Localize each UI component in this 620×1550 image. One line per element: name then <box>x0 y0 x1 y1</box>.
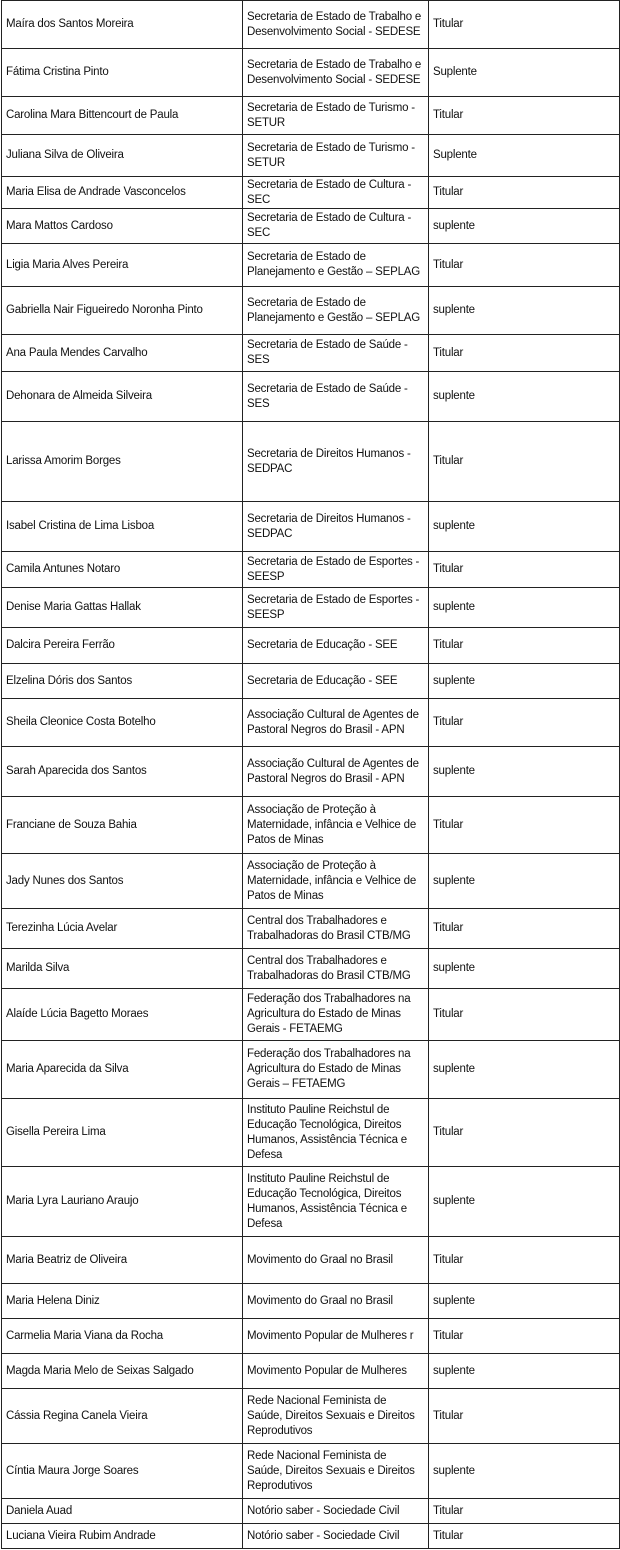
role-cell: Titular <box>429 1524 620 1549</box>
member-name-cell: Terezinha Lúcia Avelar <box>2 909 243 949</box>
table-row <box>2 97 620 135</box>
organization-cell: Movimento Popular de Mulheres r <box>243 1319 429 1354</box>
organization-cell: Instituto Pauline Reichstul de Educação Tecnológica, Direitos Humanos, Assistência Técnica e Defesa <box>243 1167 429 1237</box>
table-row <box>2 854 620 909</box>
member-name-cell: Alaíde Lúcia Bagetto Moraes <box>2 989 243 1041</box>
organization-cell: Secretaria de Estado de Saúde - SES <box>243 372 429 422</box>
table-row <box>2 552 620 588</box>
member-name-cell: Maria Beatriz de Oliveira <box>2 1237 243 1284</box>
table-row <box>2 502 620 552</box>
member-name-cell: Denise Maria Gattas Hallak <box>2 588 243 628</box>
role-cell: Titular <box>429 97 620 135</box>
table-row <box>2 372 620 422</box>
table-row <box>2 1354 620 1389</box>
organization-cell: Movimento do Graal no Brasil <box>243 1284 429 1319</box>
organization-cell: Secretaria de Estado de Esportes - SEESP <box>243 552 429 588</box>
organization-cell: Movimento Popular de Mulheres <box>243 1354 429 1389</box>
role-cell: Titular <box>429 552 620 588</box>
table-row <box>2 287 620 335</box>
organization-cell: Secretaria de Estado de Trabalho e Desenvolvimento Social - SEDESE <box>243 49 429 97</box>
member-name-cell: Fátima Cristina Pinto <box>2 49 243 97</box>
organization-cell: Secretaria de Estado de Cultura - SEC <box>243 177 429 209</box>
member-name-cell: Cássia Regina Canela Vieira <box>2 1389 243 1444</box>
table-row <box>2 1444 620 1499</box>
table-row <box>2 1319 620 1354</box>
members-table <box>1 0 620 1549</box>
table-row <box>2 909 620 949</box>
role-cell: Titular <box>429 1389 620 1444</box>
organization-cell: Associação Cultural de Agentes de Pastoral Negros do Brasil - APN <box>243 747 429 797</box>
role-cell: Suplente <box>429 49 620 97</box>
role-cell: suplente <box>429 502 620 552</box>
table-row <box>2 209 620 244</box>
role-cell: Titular <box>429 1237 620 1284</box>
table-row <box>2 797 620 854</box>
member-name-cell: Daniela Auad <box>2 1499 243 1524</box>
member-name-cell: Maria Elisa de Andrade Vasconcelos <box>2 177 243 209</box>
member-name-cell: Sheila Cleonice Costa Botelho <box>2 699 243 747</box>
role-cell: Titular <box>429 1 620 49</box>
role-cell: suplente <box>429 1041 620 1099</box>
table-row <box>2 1 620 49</box>
table-row <box>2 747 620 797</box>
table-row <box>2 664 620 699</box>
table-row <box>2 49 620 97</box>
organization-cell: Notório saber - Sociedade Civil <box>243 1524 429 1549</box>
member-name-cell: Elzelina Dóris dos Santos <box>2 664 243 699</box>
table-row <box>2 1167 620 1237</box>
role-cell: suplente <box>429 949 620 989</box>
member-name-cell: Maria Helena Diniz <box>2 1284 243 1319</box>
table-row <box>2 177 620 209</box>
member-name-cell: Gabriella Nair Figueiredo Noronha Pinto <box>2 287 243 335</box>
table-row <box>2 1284 620 1319</box>
member-name-cell: Juliana Silva de Oliveira <box>2 135 243 177</box>
member-name-cell: Maria Lyra Lauriano Araujo <box>2 1167 243 1237</box>
organization-cell: Secretaria de Estado de Cultura - SEC <box>243 209 429 244</box>
member-name-cell: Camila Antunes Notaro <box>2 552 243 588</box>
table-row <box>2 1099 620 1167</box>
organization-cell: Movimento do Graal no Brasil <box>243 1237 429 1284</box>
role-cell: suplente <box>429 854 620 909</box>
member-name-cell: Gisella Pereira Lima <box>2 1099 243 1167</box>
member-name-cell: Dehonara de Almeida Silveira <box>2 372 243 422</box>
role-cell: suplente <box>429 664 620 699</box>
organization-cell: Rede Nacional Feminista de Saúde, Direitos Sexuais e Direitos Reprodutivos <box>243 1444 429 1499</box>
member-name-cell: Marilda Silva <box>2 949 243 989</box>
member-name-cell: Sarah Aparecida dos Santos <box>2 747 243 797</box>
role-cell: suplente <box>429 372 620 422</box>
member-name-cell: Jady Nunes dos Santos <box>2 854 243 909</box>
member-name-cell: Isabel Cristina de Lima Lisboa <box>2 502 243 552</box>
member-name-cell: Larissa Amorim Borges <box>2 422 243 502</box>
organization-cell: Secretaria de Direitos Humanos - SEDPAC <box>243 422 429 502</box>
organization-cell: Secretaria de Estado de Turismo - SETUR <box>243 135 429 177</box>
table-row <box>2 989 620 1041</box>
table-row <box>2 628 620 664</box>
member-name-cell: Magda Maria Melo de Seixas Salgado <box>2 1354 243 1389</box>
organization-cell: Secretaria de Estado de Esportes - SEESP <box>243 588 429 628</box>
role-cell: Titular <box>429 1099 620 1167</box>
member-name-cell: Carolina Mara Bittencourt de Paula <box>2 97 243 135</box>
member-name-cell: Ana Paula Mendes Carvalho <box>2 335 243 372</box>
table-row <box>2 949 620 989</box>
table-row <box>2 422 620 502</box>
role-cell: Titular <box>429 1319 620 1354</box>
member-name-cell: Cíntia Maura Jorge Soares <box>2 1444 243 1499</box>
table-row <box>2 1499 620 1524</box>
role-cell: suplente <box>429 1354 620 1389</box>
organization-cell: Federação dos Trabalhadores na Agricultura do Estado de Minas Gerais - FETAEMG <box>243 989 429 1041</box>
role-cell: Titular <box>429 335 620 372</box>
member-name-cell: Ligia Maria Alves Pereira <box>2 244 243 287</box>
role-cell: Titular <box>429 989 620 1041</box>
role-cell: suplente <box>429 1167 620 1237</box>
table-row <box>2 1237 620 1284</box>
organization-cell: Associação de Proteção à Maternidade, infância e Velhice de Patos de Minas <box>243 797 429 854</box>
role-cell: suplente <box>429 747 620 797</box>
organization-cell: Rede Nacional Feminista de Saúde, Direitos Sexuais e Direitos Reprodutivos <box>243 1389 429 1444</box>
member-name-cell: Franciane de Souza Bahia <box>2 797 243 854</box>
organization-cell: Instituto Pauline Reichstul de Educação Tecnológica, Direitos Humanos, Assistência Técnica e Defesa <box>243 1099 429 1167</box>
organization-cell: Associação de Proteção à Maternidade, infância e Velhice de Patos de Minas <box>243 854 429 909</box>
member-name-cell: Luciana Vieira Rubim Andrade <box>2 1524 243 1549</box>
organization-cell: Secretaria de Estado de Trabalho e Desenvolvimento Social - SEDESE <box>243 1 429 49</box>
organization-cell: Central dos Trabalhadores e Trabalhadoras do Brasil CTB/MG <box>243 949 429 989</box>
organization-cell: Secretaria de Estado de Planejamento e Gestão – SEPLAG <box>243 287 429 335</box>
organization-cell: Secretaria de Direitos Humanos - SEDPAC <box>243 502 429 552</box>
table-row <box>2 699 620 747</box>
table-row <box>2 588 620 628</box>
member-name-cell: Carmelia Maria Viana da Rocha <box>2 1319 243 1354</box>
member-name-cell: Maria Aparecida da Silva <box>2 1041 243 1099</box>
organization-cell: Central dos Trabalhadores e Trabalhadoras do Brasil CTB/MG <box>243 909 429 949</box>
organization-cell: Secretaria de Educação - SEE <box>243 628 429 664</box>
role-cell: suplente <box>429 1284 620 1319</box>
organization-cell: Secretaria de Estado de Saúde - SES <box>243 335 429 372</box>
table-row <box>2 1389 620 1444</box>
member-name-cell: Mara Mattos Cardoso <box>2 209 243 244</box>
role-cell: suplente <box>429 1444 620 1499</box>
role-cell: Titular <box>429 244 620 287</box>
role-cell: Titular <box>429 177 620 209</box>
member-name-cell: Maíra dos Santos Moreira <box>2 1 243 49</box>
organization-cell: Secretaria de Educação - SEE <box>243 664 429 699</box>
organization-cell: Associação Cultural de Agentes de Pastoral Negros do Brasil - APN <box>243 699 429 747</box>
role-cell: Titular <box>429 699 620 747</box>
members-table-body <box>2 1 620 1549</box>
role-cell: Suplente <box>429 135 620 177</box>
organization-cell: Secretaria de Estado de Turismo - SETUR <box>243 97 429 135</box>
role-cell: Titular <box>429 1499 620 1524</box>
role-cell: Titular <box>429 422 620 502</box>
role-cell: Titular <box>429 628 620 664</box>
member-name-cell: Dalcira Pereira Ferrão <box>2 628 243 664</box>
table-row <box>2 244 620 287</box>
role-cell: suplente <box>429 588 620 628</box>
role-cell: Titular <box>429 797 620 854</box>
organization-cell: Federação dos Trabalhadores na Agricultura do Estado de Minas Gerais – FETAEMG <box>243 1041 429 1099</box>
organization-cell: Secretaria de Estado de Planejamento e Gestão – SEPLAG <box>243 244 429 287</box>
role-cell: suplente <box>429 287 620 335</box>
table-row <box>2 1041 620 1099</box>
role-cell: suplente <box>429 209 620 244</box>
table-row <box>2 135 620 177</box>
table-row <box>2 1524 620 1549</box>
organization-cell: Notório saber - Sociedade Civil <box>243 1499 429 1524</box>
role-cell: Titular <box>429 909 620 949</box>
table-row <box>2 335 620 372</box>
